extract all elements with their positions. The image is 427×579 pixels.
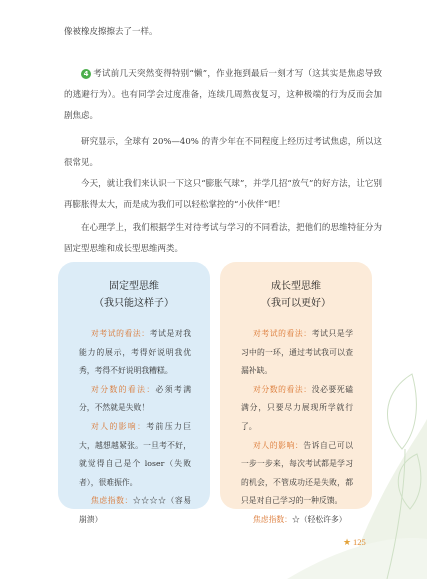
paragraph-text: 研究显示，全球有 20%—40% 的青少年在不同程度上经历过考试焦虑，所以这很常见。 bbox=[64, 137, 382, 168]
item-label: 焦虑指数： bbox=[91, 496, 133, 506]
item-text: 考前压力巨大，越想越紧张。一旦考不好，就觉得自己是个 loser（失败者），很难振作。 bbox=[79, 421, 192, 487]
card-item-exam bbox=[241, 325, 353, 381]
card-subtitle: （我可以更好） bbox=[261, 298, 331, 309]
paragraph-research bbox=[64, 132, 382, 174]
card-body bbox=[241, 325, 353, 530]
card-item-score bbox=[241, 381, 353, 437]
item-text: ☆☆☆☆（容易崩溃） bbox=[79, 496, 192, 524]
paragraph-continued bbox=[64, 22, 382, 43]
card-subtitle: （我只能这样子） bbox=[94, 298, 174, 309]
paragraph-balloon bbox=[64, 174, 382, 216]
item-label: 对考试的看法： bbox=[91, 329, 150, 338]
card-item-impact bbox=[79, 418, 191, 492]
item-text: 没必要死磕满分，只要尽力展现所学就行了。 bbox=[241, 384, 354, 431]
card-title: 成长型思维 bbox=[271, 281, 321, 292]
item-label: 对分数的看法： bbox=[91, 384, 156, 394]
card-title: 固定型思维 bbox=[109, 281, 159, 292]
item-text: 考试是对我能力的展示，考得好说明我优秀，考得不好说明我糟糕。 bbox=[79, 329, 192, 376]
star-icon: ★ bbox=[343, 538, 352, 548]
item-label: 对人的影响： bbox=[91, 421, 147, 431]
card-item-exam bbox=[79, 325, 191, 381]
item-label: 对人的影响： bbox=[253, 440, 304, 450]
page-number: 125 bbox=[353, 537, 366, 547]
item-label: 对分数的看法： bbox=[253, 384, 312, 394]
paragraph-text: 在心理学上，我们根据学生对待考试与学习的不同看法，把他们的思维特征分为固定型思维和成长型思维两类。 bbox=[64, 223, 382, 254]
number-badge: 4 bbox=[81, 69, 91, 79]
paragraph-item-4 bbox=[64, 64, 382, 127]
paragraph-text: 像被橡皮擦擦去了一样。 bbox=[64, 27, 158, 37]
card-body bbox=[79, 325, 191, 530]
card-item-impact bbox=[241, 437, 353, 511]
fixed-mindset-card bbox=[58, 262, 210, 524]
item-text: 必须考满分，不然就是失败！ bbox=[79, 384, 192, 413]
item-label: 对考试的看法： bbox=[253, 329, 312, 338]
card-item-anxiety bbox=[241, 511, 353, 530]
growth-mindset-card bbox=[220, 262, 372, 524]
paragraph-text: 考试前几天突然变得特别“懒”，作业拖到最后一刻才写（这其实是焦虑导致的逃避行为）。也有同学会过度准备，连续几周熬夜复习，这种极端的行为反而会加剧焦虑。 bbox=[64, 69, 382, 121]
paragraph-text: 今天，就让我们来认识一下这只“膨胀气球”，并学几招“放气”的好方法，让它别再膨胀得太大，而是成为我们可以轻松掌控的“小伙伴”吧！ bbox=[64, 179, 382, 210]
item-text: ☆（轻松许多） bbox=[291, 514, 347, 524]
item-text: 考试只是学习中的一环，通过考试我可以查漏补缺。 bbox=[241, 329, 354, 376]
item-text: 告诉自己可以一步一步来，每次考试都是学习的机会，不管成功还是失败，都只是对自己学习的一种反馈。 bbox=[241, 440, 354, 506]
card-item-score bbox=[79, 381, 191, 418]
item-label: 焦虑指数： bbox=[253, 514, 292, 524]
card-item-anxiety bbox=[79, 492, 191, 529]
